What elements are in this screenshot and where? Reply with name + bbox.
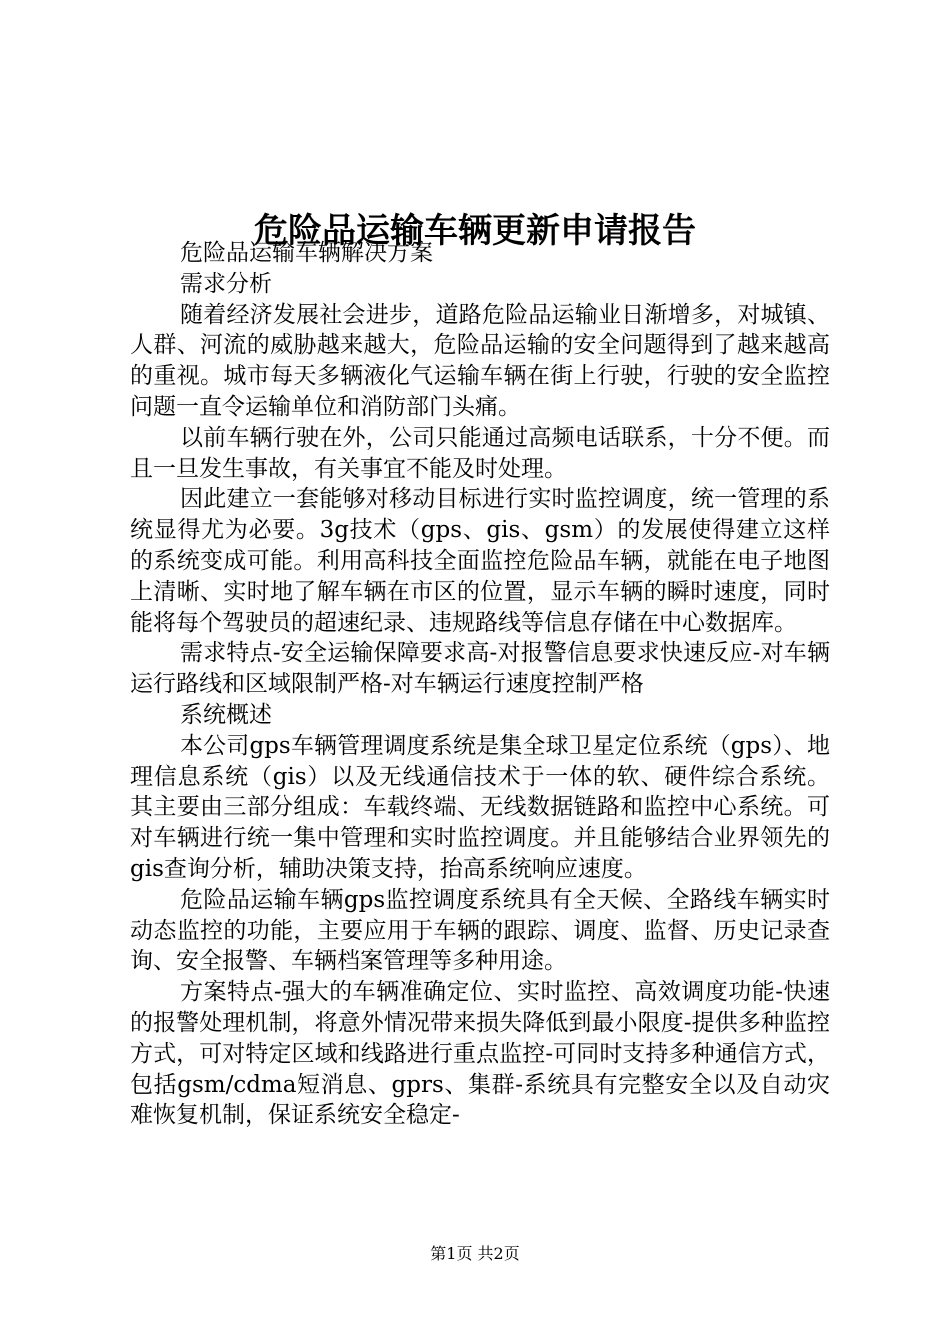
paragraph-requirements-heading: 需求分析 xyxy=(180,270,272,297)
paragraph-solution-features: 方案特点-强大的车辆准确定位、实时监控、高效调度功能-快速的报警处理机制，将意外情况带来损失降低到最小限度-提供多种监控方式，可对特定区域和线路进行重点监控-可同时支持多种通信方式，包括gsm/cdma短消息、gprs、集群-系统具有完整安全以及自动灾难恢复机制，保证系统安全稳定- xyxy=(130,979,830,1129)
paragraph-system-overview: 本公司gps车辆管理调度系统是集全球卫星定位系统（gps）、地理信息系统（gis）以及无线通信技术于一体的软、硬件综合系统。其主要由三部分组成：车载终端、无线数据链路和监控中心系统。可对车辆进行统一集中管理和实时监控调度。并且能够结合业界领先的gis查询分析，辅助决策支持，抬高系统响应速度。 xyxy=(130,732,830,882)
paragraph-system-necessity: 因此建立一套能够对移动目标进行实时监控调度，统一管理的系统显得尤为必要。3g技术（gps、gis、gsm）的发展使得建立这样的系统变成可能。利用高科技全面监控危险品车辆，就能在电子地图上清晰、实时地了解车辆在市区的位置，显示车辆的瞬时速度，同时能将每个驾驶员的超速纪录、违规路线等信息存储在中心数据库。 xyxy=(130,486,830,636)
paragraph-solution-heading: 危险品运输车辆解决方案 xyxy=(180,240,433,266)
document-body xyxy=(130,238,830,1131)
paragraph-background: 随着经济发展社会进步，道路危险品运输业日渐增多，对城镇、人群、河流的威胁越来越大，危险品运输的安全问题得到了越来越高的重视。城市每天多辆液化气运输车辆在街上行驶，行驶的安全监控问题一直令运输单位和消防部门头痛。 xyxy=(130,301,830,420)
paragraph-system-functions: 危险品运输车辆gps监控调度系统具有全天候、全路线车辆实时动态监控的功能，主要应用于车辆的跟踪、调度、监督、历史记录查询、安全报警、车辆档案管理等多种用途。 xyxy=(130,886,830,975)
paragraph-requirement-features: 需求特点-安全运输保障要求高-对报警信息要求快速反应-对车辆运行路线和区域限制严格-对车辆运行速度控制严格 xyxy=(130,640,830,698)
page-footer: 第1页 共2页 xyxy=(430,1244,520,1263)
document-title: 危险品运输车辆更新申请报告 xyxy=(254,210,696,251)
paragraph-previous-situation: 以前车辆行驶在外，公司只能通过高频电话联系，十分不便。而且一旦发生事故，有关事宜不能及时处理。 xyxy=(130,424,830,482)
paragraph-system-overview-heading: 系统概述 xyxy=(180,701,272,728)
